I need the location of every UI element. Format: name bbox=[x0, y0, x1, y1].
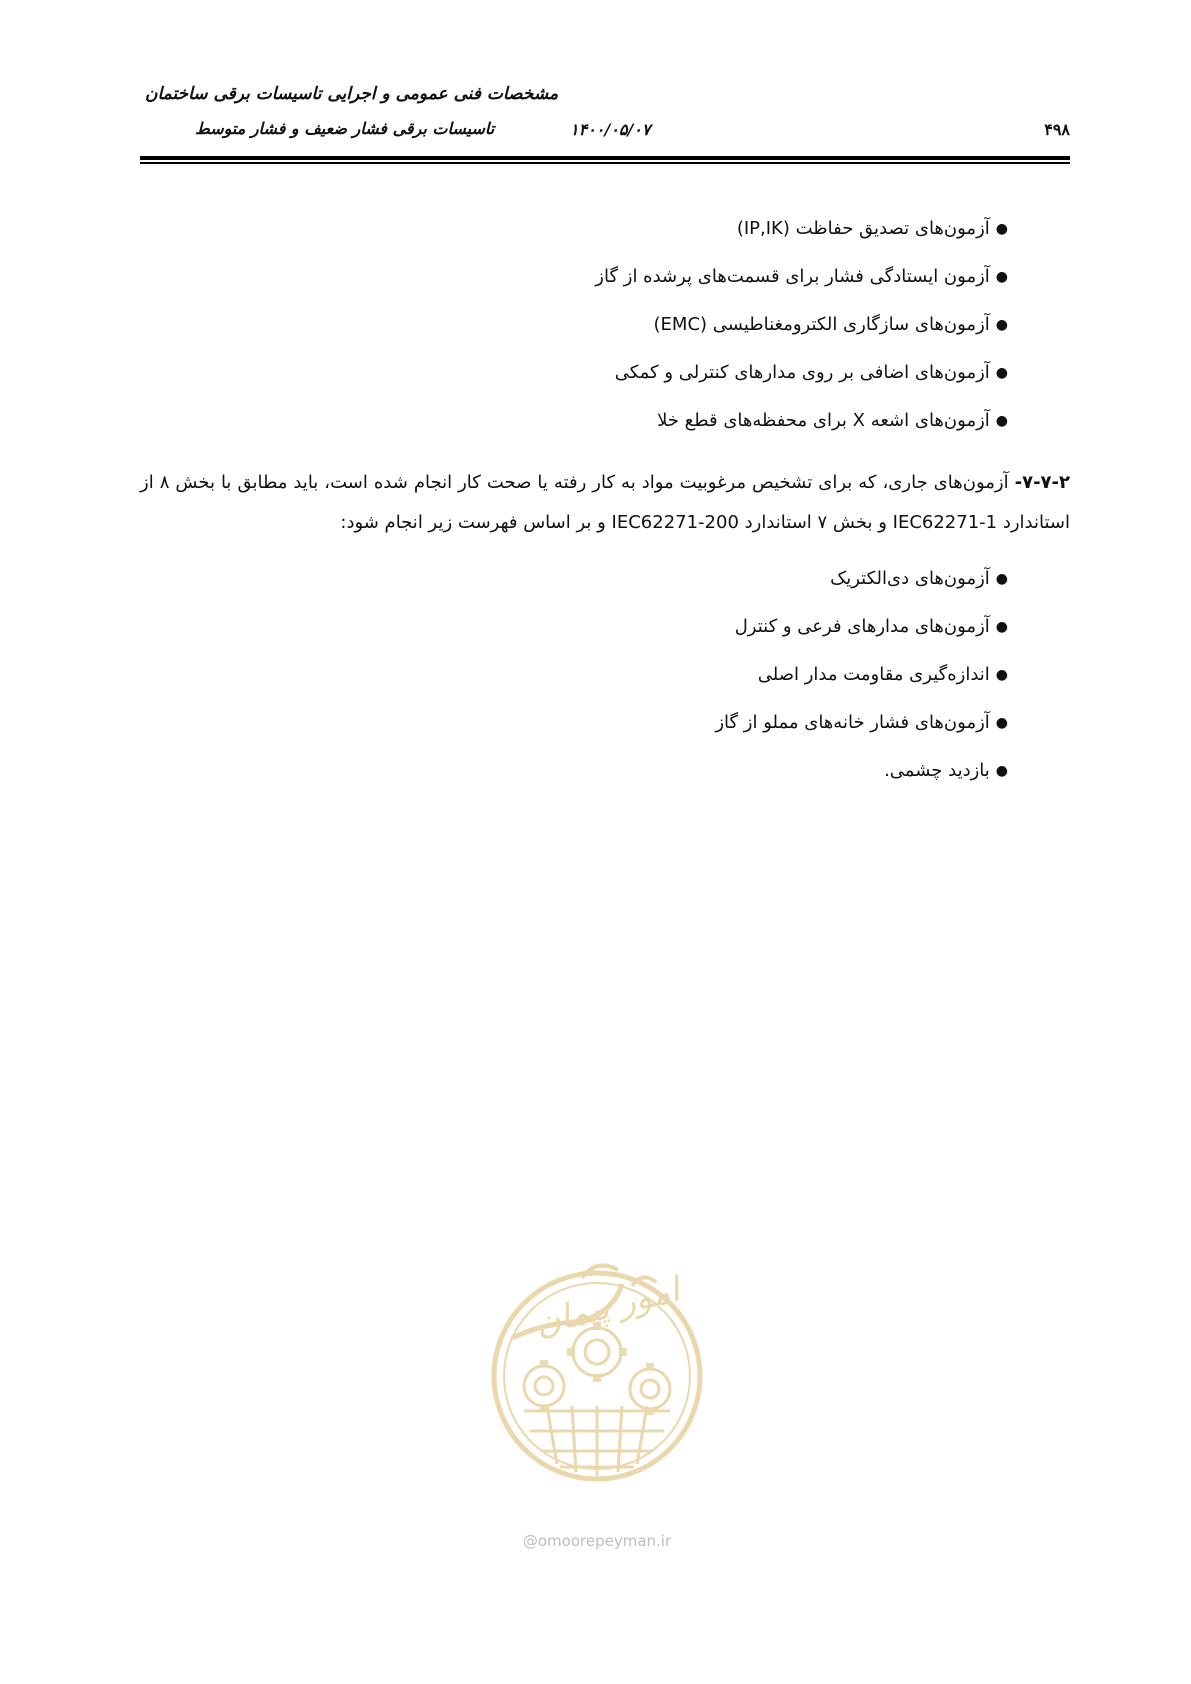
list-item: ●آزمون‌های تصدیق حفاظت (IP,IK) bbox=[736, 218, 1008, 239]
header-rule-thin bbox=[140, 162, 1070, 164]
bullet-icon: ● bbox=[995, 413, 1008, 429]
watermark-site: @omoorepeyman.ir bbox=[522, 1532, 672, 1550]
list-item: ●آزمون‌های سازگاری الکترومغناطیسی (EMC) bbox=[653, 314, 1008, 335]
bullet-icon: ● bbox=[995, 715, 1008, 731]
list-item: ●بازدید چشمی. bbox=[884, 760, 1008, 781]
omoorepeyman-seal-icon bbox=[472, 1226, 722, 1526]
list-item: ●آزمون ایستادگی فشار برای قسمت‌های پرشده از گاز bbox=[595, 266, 1008, 287]
bullet-icon: ● bbox=[995, 667, 1008, 683]
list-item: ●آزمون‌های مدارهای فرعی و کنترل bbox=[734, 616, 1008, 637]
bullet-icon: ● bbox=[995, 571, 1008, 587]
header-rule-thick bbox=[140, 156, 1070, 160]
list-item: ●اندازه‌گیری مقاومت مدار اصلی bbox=[757, 664, 1008, 685]
header-subtitle: تاسیسات برقی فشار ضعیف و فشار متوسط bbox=[195, 119, 495, 138]
section-number: ۷-۷-۲- bbox=[1014, 472, 1070, 493]
bullet-icon: ● bbox=[995, 619, 1008, 635]
routine-tests-list bbox=[140, 555, 1070, 795]
list-item: ●آزمون‌های فشار خانه‌های مملو از گاز bbox=[715, 712, 1008, 733]
section-text: آزمون‌های جاری، که برای تشخیص مرغوبیت مواد به کار رفته یا صحت کار انجام شده است، باید مطابق با بخش ۸ از استاندارد IEC62271-1 و بخش ۷ استاندارد IEC62271-200 و بر اساس فهرست زیر انجام شود: bbox=[140, 472, 1070, 533]
tests-list bbox=[140, 205, 1070, 445]
watermark-logo bbox=[472, 1226, 722, 1556]
header-date: ۱۴۰۰/۰۵/۰۷ bbox=[570, 120, 651, 139]
page-content bbox=[140, 205, 1070, 795]
bullet-icon: ● bbox=[995, 269, 1008, 285]
bullet-icon: ● bbox=[995, 365, 1008, 381]
watermark-logo-text: امور پیمان bbox=[531, 1269, 684, 1345]
section-paragraph bbox=[140, 463, 1070, 543]
list-item: ●آزمون‌های اشعه X برای محفظه‌های قطع خلا bbox=[657, 410, 1008, 431]
bullet-icon: ● bbox=[995, 221, 1008, 237]
bullet-icon: ● bbox=[995, 317, 1008, 333]
header-title: مشخصات فنی عمومی و اجرایی تاسیسات برقی ساختمان bbox=[145, 84, 559, 104]
bullet-icon: ● bbox=[995, 763, 1008, 779]
list-item: ●آزمون‌های اضافی بر روی مدارهای کنترلی و کمکی bbox=[614, 362, 1008, 383]
page-number: ۴۹۸ bbox=[1044, 120, 1070, 139]
list-item: ●آزمون‌های دی‌الکتریک bbox=[830, 568, 1008, 589]
